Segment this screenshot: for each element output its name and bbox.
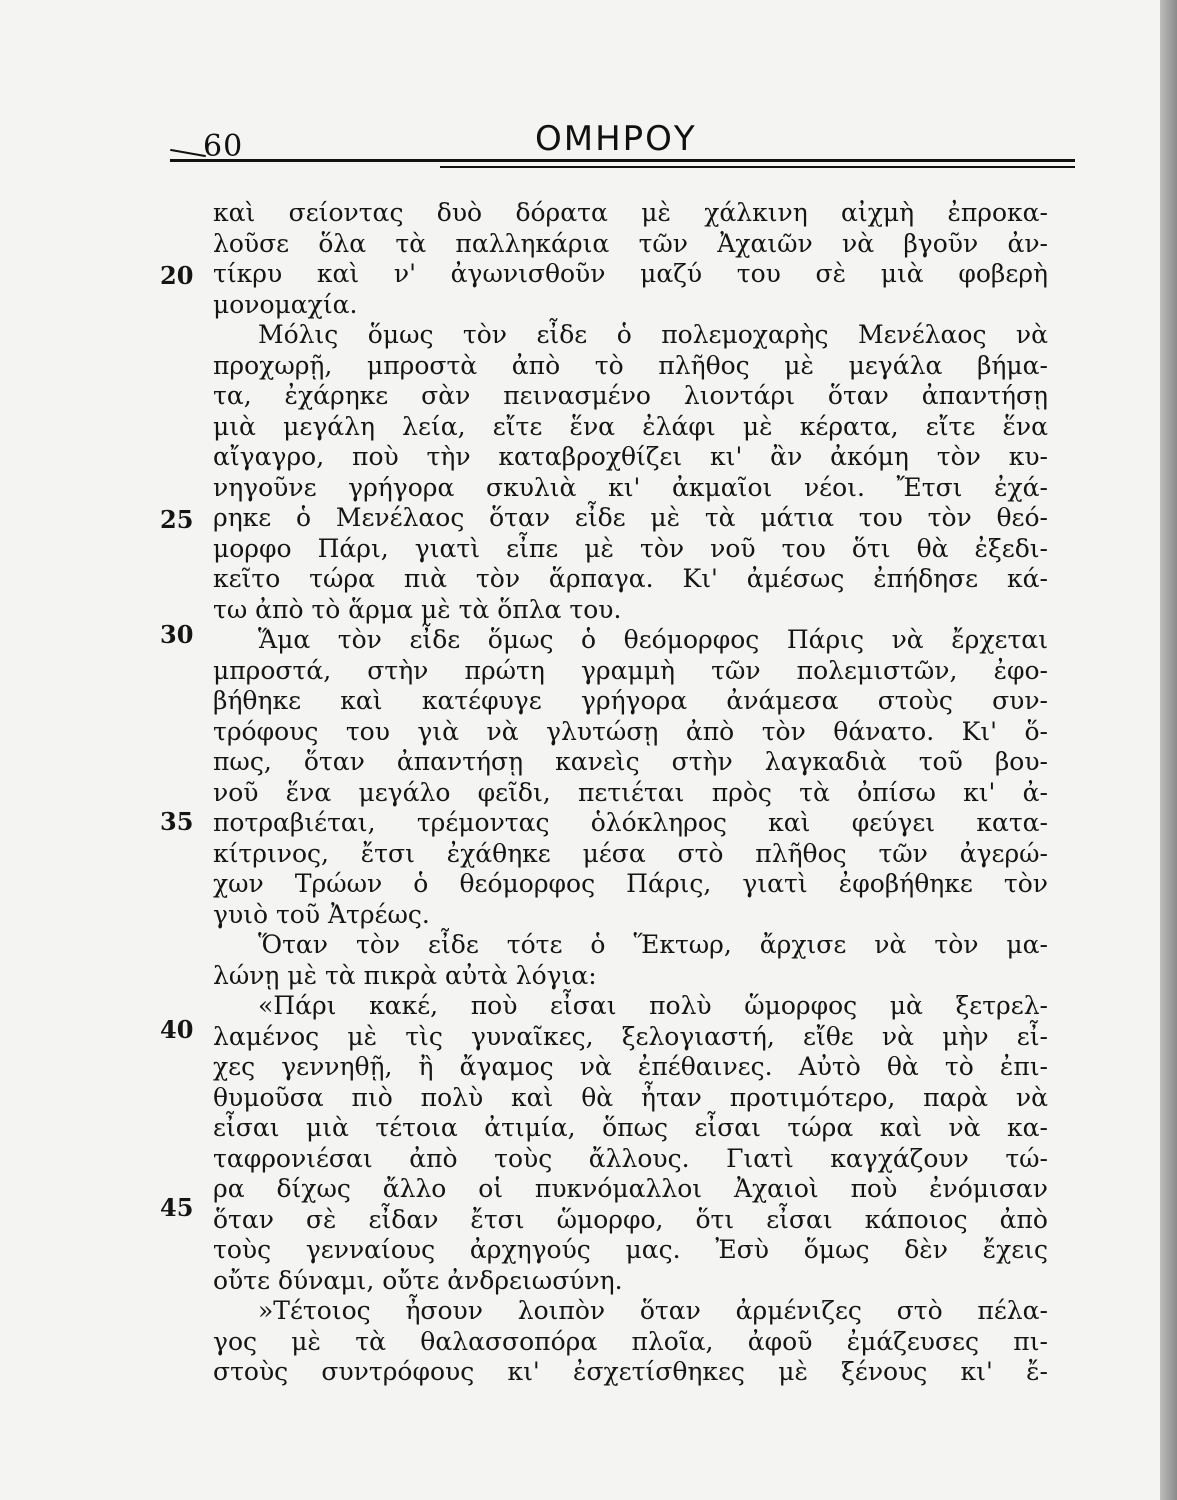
text-line: τα, ἐχάρηκε σὰν πεινασμένο λιοντάρι ὅταν ἀπαντήσῃ [213, 381, 1048, 410]
body-text [213, 198, 1048, 1388]
line-number: 35 [160, 807, 194, 836]
text-line: »Τέτοιος ἦσουν λοιπὸν ὅταν ἀρμένιζες στὸ πέλα- [258, 1296, 1048, 1325]
text-line: ρηκε ὁ Μενέλαος ὅταν εἶδε μὲ τὰ μάτια του τὸν θεό- [213, 503, 1048, 532]
line-number: 30 [160, 620, 194, 649]
header-rule [170, 159, 1075, 162]
text-line: αἴγαγρο, ποὺ τὴν καταβροχθίζει κι' ἂν ἀκόμη τὸν κυ- [213, 442, 1048, 471]
text-line: λώνῃ μὲ τὰ πικρὰ αὐτὰ λόγια: [213, 960, 597, 990]
text-line: πως, ὅταν ἀπαντήσῃ κανεὶς στὴν λαγκαδιὰ τοῦ βου- [213, 747, 1048, 776]
text-line: τίκρυ καὶ ν' ἀγωνισθοῦν μαζύ του σὲ μιὰ φοβερὴ [213, 259, 1048, 288]
line-number: 40 [160, 1015, 194, 1044]
text-line: γος μὲ τὰ θαλασσοπόρα πλοῖα, ἀφοῦ ἐμάζευσες πι- [213, 1326, 1048, 1356]
text-line: μορφο Πάρι, γιατὶ εἶπε μὲ τὸν νοῦ του ὅτι θὰ ἐξεδι- [213, 533, 1048, 563]
text-line: Ἅμα τὸν εἶδε ὅμως ὁ θεόμορφος Πάρις νὰ ἔρχεται [258, 625, 1048, 654]
text-line: γυιὸ τοῦ Ἀτρέως. [213, 899, 430, 929]
text-line: βήθηκε καὶ κατέφυγε γρήγορα ἀνάμεσα στοὺς συν- [213, 686, 1048, 715]
text-line: ὅταν σὲ εἶδαν ἔτσι ὥμορφο, ὅτι εἶσαι κάποιος ἀπὸ [213, 1204, 1048, 1234]
text-line: μονομαχία. [213, 289, 358, 319]
text-line: εἶσαι μιὰ τέτοια ἀτιμία, ὅπως εἶσαι τώρα καὶ νὰ κα- [213, 1113, 1048, 1142]
text-line: Μόλις ὅμως τὸν εἶδε ὁ πολεμοχαρὴς Μενέλαος νὰ [258, 320, 1048, 349]
running-title: ΟΜΗΡΟΥ [535, 119, 697, 159]
text-line: Ὅταν τὸν εἶδε τότε ὁ Ἕκτωρ, ἄρχισε νὰ τὸν μα- [258, 930, 1048, 959]
text-line: θυμοῦσα πιὸ πολὺ καὶ θὰ ἦταν προτιμότερο, παρὰ νὰ [213, 1082, 1048, 1112]
text-line: «Πάρι κακέ, ποὺ εἶσαι πολὺ ὥμορφος μὰ ξετρελ- [258, 991, 1048, 1020]
text-line: ρα δίχως ἄλλο οἱ πυκνόμαλλοι Ἀχαιοὶ ποὺ ἐνόμισαν [213, 1174, 1048, 1203]
text-line: κεῖτο τώρα πιὰ τὸν ἅρπαγα. Κι' ἀμέσως ἐπήδησε κά- [213, 564, 1048, 593]
line-number: 20 [160, 261, 194, 290]
text-line: οὔτε δύναμι, οὔτε ἀνδρειωσύνη. [213, 1265, 623, 1295]
text-line: καὶ σείοντας δυὸ δόρατα μὲ χάλκινη αἰχμὴ ἐπροκα- [213, 198, 1048, 227]
page-header [0, 115, 1160, 165]
page-edge-shadow [1160, 0, 1177, 1500]
text-line: ταφρονιέσαι ἀπὸ τοὺς ἄλλους. Γιατὶ καγχάζουν τώ- [213, 1143, 1048, 1173]
text-line: μπροστά, στὴν πρώτη γραμμὴ τῶν πολεμιστῶν, ἐφο- [213, 655, 1048, 685]
text-line: νοῦ ἕνα μεγάλο φεῖδι, πετιέται πρὸς τὰ ὀπίσω κι' ἀ- [213, 777, 1048, 807]
line-number: 45 [160, 1193, 194, 1222]
text-line: προχωρῇ, μπροστὰ ἀπὸ τὸ πλῆθος μὲ μεγάλα βήμα- [213, 350, 1048, 380]
text-line: χες γεννηθῇ, ἢ ἄγαμος νὰ ἐπέθαινες. Αὐτὸ θὰ τὸ ἐπι- [213, 1052, 1048, 1081]
header-rule-secondary [440, 166, 1075, 168]
text-line: μιὰ μεγάλη λεία, εἴτε ἕνα ἐλάφι μὲ κέρατα, εἴτε ἕνα [213, 411, 1048, 441]
text-line: ποτραβιέται, τρέμοντας ὁλόκληρος καὶ φεύγει κατα- [213, 808, 1048, 837]
text-line: νηγοῦνε γρήγορα σκυλιὰ κι' ἀκμαῖοι νέοι. Ἔτσι ἐχά- [213, 472, 1048, 502]
text-line: τω ἀπὸ τὸ ἅρμα μὲ τὰ ὅπλα του. [213, 594, 622, 624]
text-line: τοὺς γενναίους ἀρχηγούς μας. Ἐσὺ ὅμως δὲν ἔχεις [213, 1235, 1048, 1264]
text-line: λαμένος μὲ τὶς γυναῖκες, ξελογιαστή, εἴθε νὰ μὴν εἶ- [213, 1021, 1048, 1051]
page-number: 60 [203, 129, 244, 164]
text-line: χων Τρώων ὁ θεόμορφος Πάρις, γιατὶ ἐφοβήθηκε τὸν [213, 869, 1048, 898]
line-number: 25 [160, 505, 194, 534]
text-line: στοὺς συντρόφους κι' ἐσχετίσθηκες μὲ ξένους κι' ἔ- [213, 1357, 1048, 1386]
text-line: λοῦσε ὅλα τὰ παλληκάρια τῶν Ἀχαιῶν νὰ βγοῦν ἀν- [213, 228, 1048, 258]
text-line: τρόφους του γιὰ νὰ γλυτώσῃ ἀπὸ τὸν θάνατο. Κι' ὅ- [213, 716, 1048, 746]
text-line: κίτρινος, ἔτσι ἐχάθηκε μέσα στὸ πλῆθος τῶν ἀγερώ- [213, 838, 1048, 868]
